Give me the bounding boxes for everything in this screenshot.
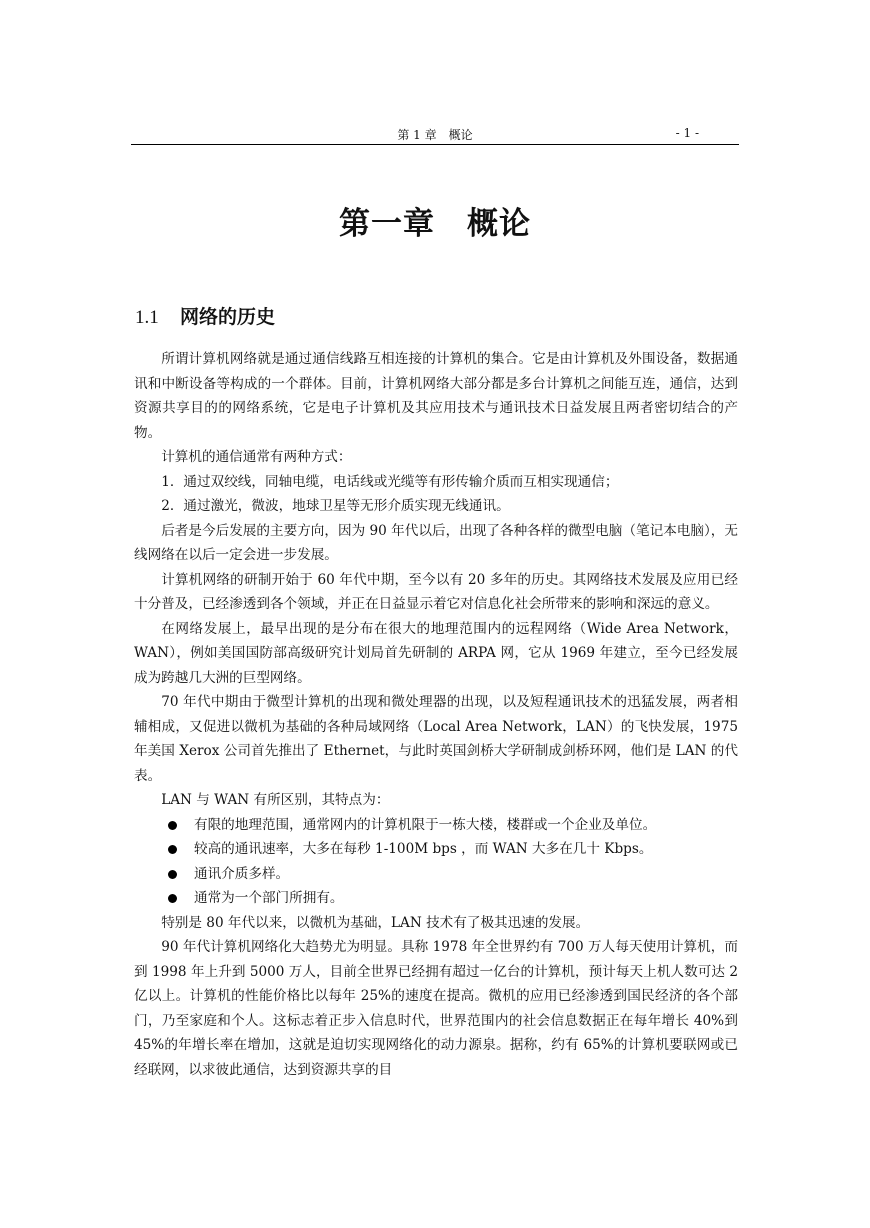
paragraph: 计算机的通信通常有两种方式：: [161, 449, 352, 465]
bullet-text: 有限的地理范围，通常网内的计算机限于一栋大楼，楼群或一个企业及单位。: [194, 816, 657, 833]
section-heading: [135, 302, 275, 329]
paragraph: 后者是今后发展的主要方向，因为 90 年代以后，出现了各种各样的微型电脑（笔记本电脑），无线网络在以后一定会进一步发展。: [134, 522, 738, 563]
chapter-title: 第一章 概论: [339, 206, 531, 242]
section-title: 网络的历史: [180, 306, 276, 328]
bullet-item: [134, 886, 738, 911]
header-chapter: 第 1 章 概论: [397, 128, 473, 142]
bullet-dot-icon: [168, 821, 177, 830]
paragraph: 90 年代计算机网络化大趋势尤为明显。具称 1978 年全世界约有 700 万人每天使用计算机，而到 1998 年上升到 5000 万人，目前全世界已经拥有超过一亿台的计算机，预计每天上机人数可达 2 亿以上。计算机的性能价格比以每年 25%的速度在提高。微机的应用已经渗透到国民经济的各个部门，乃至家庭和个人。这标志着正步入信息时代，世界范围内的社会信息数据正在每年增长 40%到 45%的年增长率在增加，这就是迫切实现网络化的动力源泉。据称，约有 65%的计算机要联网或已经联网，以求彼此通信，达到资源共享的目: [134, 939, 738, 1078]
bullet-dot-icon: [168, 870, 177, 879]
bullet-text: 通讯介质多样。: [194, 865, 290, 882]
section-number: 1.1: [135, 307, 159, 328]
paragraph: 在网络发展上，最早出现的是分布在很大的地理范围内的远程网络（Wide Area Network，WAN），例如美国国防部高级研究计划局首先研制的 ARPA 网，它从 1969 年建立，至今已经发展成为跨越几大洲的巨型网络。: [134, 620, 738, 686]
bullet-item: [134, 813, 738, 838]
bullet-text: 较高的通讯速率，大多在每秒 1-100M bps ，而 WAN 大多在几十 Kbps。: [194, 841, 653, 857]
bullet-item: [134, 862, 738, 887]
running-header: [131, 124, 739, 145]
paragraph: 70 年代中期由于微型计算机的出现和微处理器的出现，以及短程通讯技术的迅猛发展，两者相辅相成，又促进以微机为基础的各种局域网络（Local Area Network，LAN）的飞快发展，1975 年美国 Xerox 公司首先推出了 Ethernet，与此时英国剑桥大学研制成剑桥环网，他们是 LAN 的代表。: [134, 694, 738, 784]
bullet-dot-icon: [168, 845, 177, 854]
paragraph: 2．通过激光，微波，地球卫星等无形介质实现无线通讯。: [161, 498, 510, 514]
paragraph: 所谓计算机网络就是通过通信线路互相连接的计算机的集合。它是由计算机及外围设备，数据通讯和中断设备等构成的一个群体。目前，计算机网络大部分都是多台计算机之间能互连，通信，达到资源共享目的的网络系统，它是电子计算机及其应用技术与通讯技术日益发展且两者密切结合的产物。: [134, 351, 738, 441]
bullet-dot-icon: [168, 894, 177, 903]
header-page-number: - 1 -: [675, 126, 699, 140]
paragraph: 计算机网络的研制开始于 60 年代中期，至今以有 20 多年的历史。其网络技术发展及应用已经十分普及，已经渗透到各个领域，并正在日益显示着它对信息化社会所带来的影响和深远的意义。: [134, 571, 738, 612]
paragraph: 1．通过双绞线，同轴电缆，电话线或光缆等有形传输介质而互相实现通信；: [161, 473, 619, 490]
paragraph: 特别是 80 年代以来，以微机为基础，LAN 技术有了极其迅速的发展。: [161, 914, 590, 931]
paragraph: LAN 与 WAN 有所区别，其特点为：: [161, 792, 390, 808]
bullet-item: [134, 837, 738, 862]
body-text: [134, 347, 738, 1082]
bullet-text: 通常为一个部门所拥有。: [194, 890, 344, 906]
